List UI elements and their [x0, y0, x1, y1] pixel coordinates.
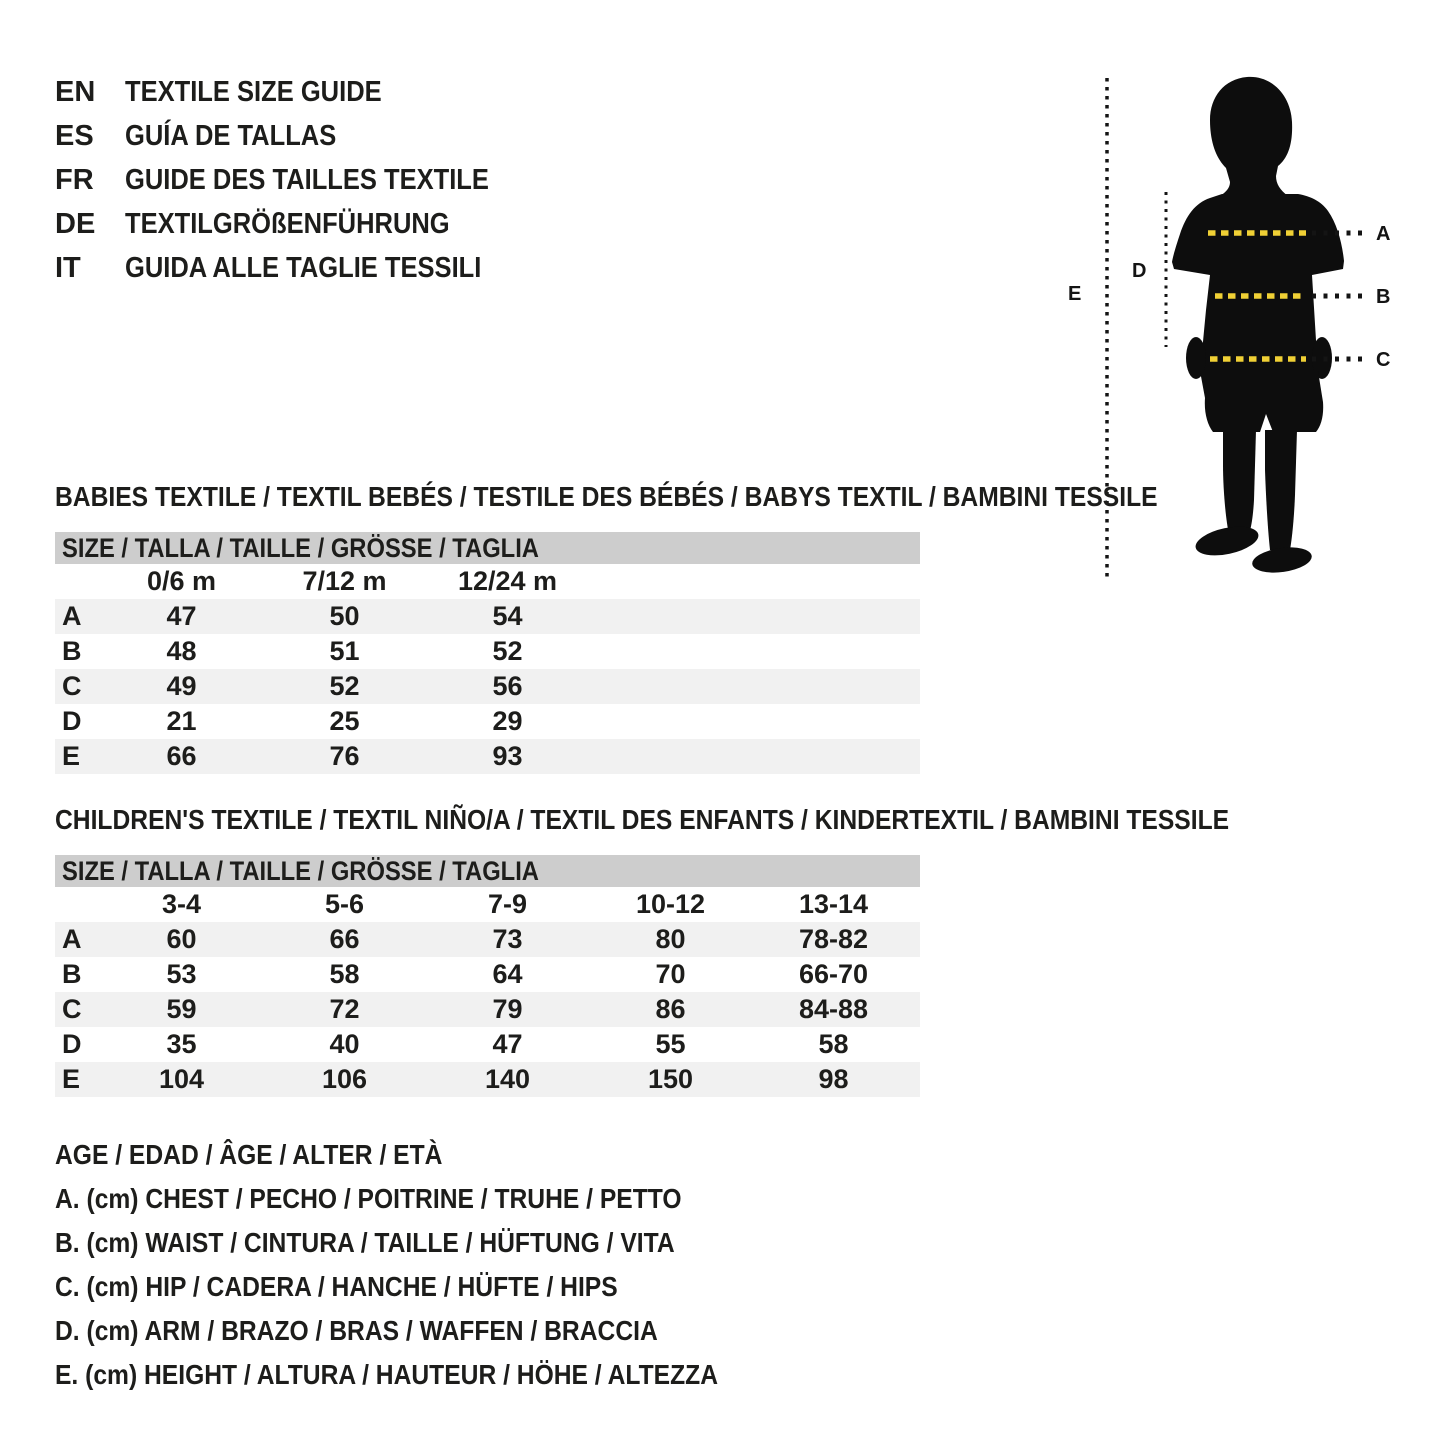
table-row [55, 599, 920, 634]
children-cell: 58 [329, 959, 360, 989]
table-row [55, 704, 920, 739]
babies-cell: 29 [492, 706, 523, 736]
babies-row-c-label: C [62, 671, 82, 701]
babies-cell: 52 [329, 671, 360, 701]
babies-cell: 48 [166, 636, 197, 666]
children-cell: 58 [818, 1029, 849, 1059]
lang-code-de: DE [55, 207, 96, 240]
children-row-a-label: A [62, 924, 82, 954]
babies-cell: 76 [329, 741, 360, 771]
lang-row-en [55, 70, 539, 114]
children-size-header-bar [55, 855, 920, 887]
children-section-title: CHILDREN'S TEXTILE / TEXTIL NIÑO/A / TEXTIL DES ENFANTS / KINDERTEXTIL / BAMBINI TESSILE [55, 804, 1230, 835]
children-cell: 53 [166, 959, 197, 989]
lang-row-de [55, 202, 539, 246]
babies-cell: 50 [329, 601, 360, 631]
children-column-header-row [55, 887, 920, 922]
measurement-legend [55, 1133, 808, 1397]
babies-cell: 66 [166, 741, 197, 771]
children-cell: 64 [492, 959, 523, 989]
children-col-header-3: 10-12 [635, 889, 706, 919]
children-cell: 35 [166, 1029, 197, 1059]
legend-arm: D. (cm) ARM / BRAZO / BRAS / WAFFEN / BRACCIA [55, 1315, 658, 1346]
children-cell: 150 [647, 1064, 694, 1094]
babies-cell: 56 [492, 671, 523, 701]
lang-title-es: GUÍA DE TALLAS [125, 119, 337, 152]
babies-cell: 47 [166, 601, 197, 631]
children-cell: 80 [655, 924, 686, 954]
children-cell: 66 [329, 924, 360, 954]
children-cell: 78-82 [798, 924, 869, 954]
lang-code-es: ES [55, 119, 94, 152]
legend-hip: C. (cm) HIP / CADERA / HANCHE / HÜFTE / HIPS [55, 1271, 618, 1302]
children-size-table [55, 855, 920, 1097]
children-col-header-2: 7-9 [487, 889, 528, 919]
lang-code-it: IT [55, 251, 81, 284]
children-cell: 104 [158, 1064, 205, 1094]
children-cell: 73 [492, 924, 523, 954]
lang-title-en: TEXTILE SIZE GUIDE [125, 75, 382, 108]
table-row [55, 922, 920, 957]
children-cell: 140 [484, 1064, 531, 1094]
children-cell: 98 [818, 1064, 849, 1094]
babies-row-a-label: A [62, 601, 82, 631]
babies-column-header-row [55, 564, 920, 599]
babies-col-header-1: 7/12 m [302, 566, 387, 596]
children-cell: 55 [655, 1029, 686, 1059]
figure-label-b: B [1376, 286, 1391, 308]
children-row-c-label: C [62, 994, 82, 1024]
figure-label-e: E [1068, 283, 1082, 305]
babies-cell: 49 [166, 671, 197, 701]
table-row [55, 992, 920, 1027]
lang-row-es [55, 114, 539, 158]
babies-size-header-label: SIZE / TALLA / TAILLE / GRÖSSE / TAGLIA [62, 532, 539, 563]
babies-col-header-2: 12/24 m [457, 566, 558, 596]
table-row [55, 669, 920, 704]
babies-row-e-label: E [62, 741, 81, 771]
legend-age: AGE / EDAD / ÂGE / ALTER / ETÀ [55, 1139, 443, 1170]
figure-label-d: D [1132, 260, 1147, 282]
children-cell: 60 [166, 924, 197, 954]
lang-title-fr: GUIDE DES TAILLES TEXTILE [125, 163, 489, 196]
table-row [55, 1062, 920, 1097]
children-cell: 106 [321, 1064, 368, 1094]
children-cell: 66-70 [798, 959, 869, 989]
children-cell: 59 [166, 994, 197, 1024]
babies-cell: 25 [329, 706, 360, 736]
figure-label-a: A [1376, 223, 1391, 245]
babies-cell: 52 [492, 636, 523, 666]
babies-row-d-label: D [62, 706, 82, 736]
children-col-header-0: 3-4 [161, 889, 202, 919]
children-cell: 86 [655, 994, 686, 1024]
babies-cell: 93 [492, 741, 523, 771]
babies-section-title: BABIES TEXTILE / TEXTIL BEBÉS / TESTILE DES BÉBÉS / BABYS TEXTIL / BAMBINI TESSILE [55, 481, 1158, 512]
children-size-header-label: SIZE / TALLA / TAILLE / GRÖSSE / TAGLIA [62, 855, 539, 886]
babies-col-header-0: 0/6 m [146, 566, 217, 596]
table-row [55, 739, 920, 774]
lang-title-it: GUIDA ALLE TAGLIE TESSILI [125, 251, 482, 284]
lang-code-fr: FR [55, 163, 94, 196]
babies-size-header-bar [55, 532, 920, 564]
babies-cell: 51 [329, 636, 360, 666]
lang-code-en: EN [55, 75, 96, 108]
babies-cell: 21 [166, 706, 197, 736]
table-row [55, 1027, 920, 1062]
babies-row-b-label: B [62, 636, 82, 666]
table-row [55, 957, 920, 992]
children-cell: 72 [329, 994, 360, 1024]
children-row-d-label: D [62, 1029, 82, 1059]
figure-label-c: C [1376, 349, 1391, 371]
children-row-e-label: E [62, 1064, 81, 1094]
legend-waist: B. (cm) WAIST / CINTURA / TAILLE / HÜFTUNG / VITA [55, 1227, 675, 1258]
children-col-header-4: 13-14 [798, 889, 869, 919]
legend-height: E. (cm) HEIGHT / ALTURA / HAUTEUR / HÖHE / ALTEZZA [55, 1359, 718, 1390]
table-row [55, 634, 920, 669]
children-cell: 47 [492, 1029, 523, 1059]
babies-size-table [55, 532, 920, 774]
lang-row-it [55, 246, 539, 290]
lang-title-de: TEXTILGRÖßENFÜHRUNG [125, 207, 450, 240]
children-row-b-label: B [62, 959, 82, 989]
children-cell: 84-88 [798, 994, 869, 1024]
babies-cell: 54 [492, 601, 523, 631]
lang-row-fr [55, 158, 539, 202]
children-cell: 79 [492, 994, 523, 1024]
children-col-header-1: 5-6 [324, 889, 365, 919]
legend-chest: A. (cm) CHEST / PECHO / POITRINE / TRUHE / PETTO [55, 1183, 682, 1214]
language-header [55, 70, 539, 290]
children-cell: 70 [655, 959, 686, 989]
children-cell: 40 [329, 1029, 360, 1059]
